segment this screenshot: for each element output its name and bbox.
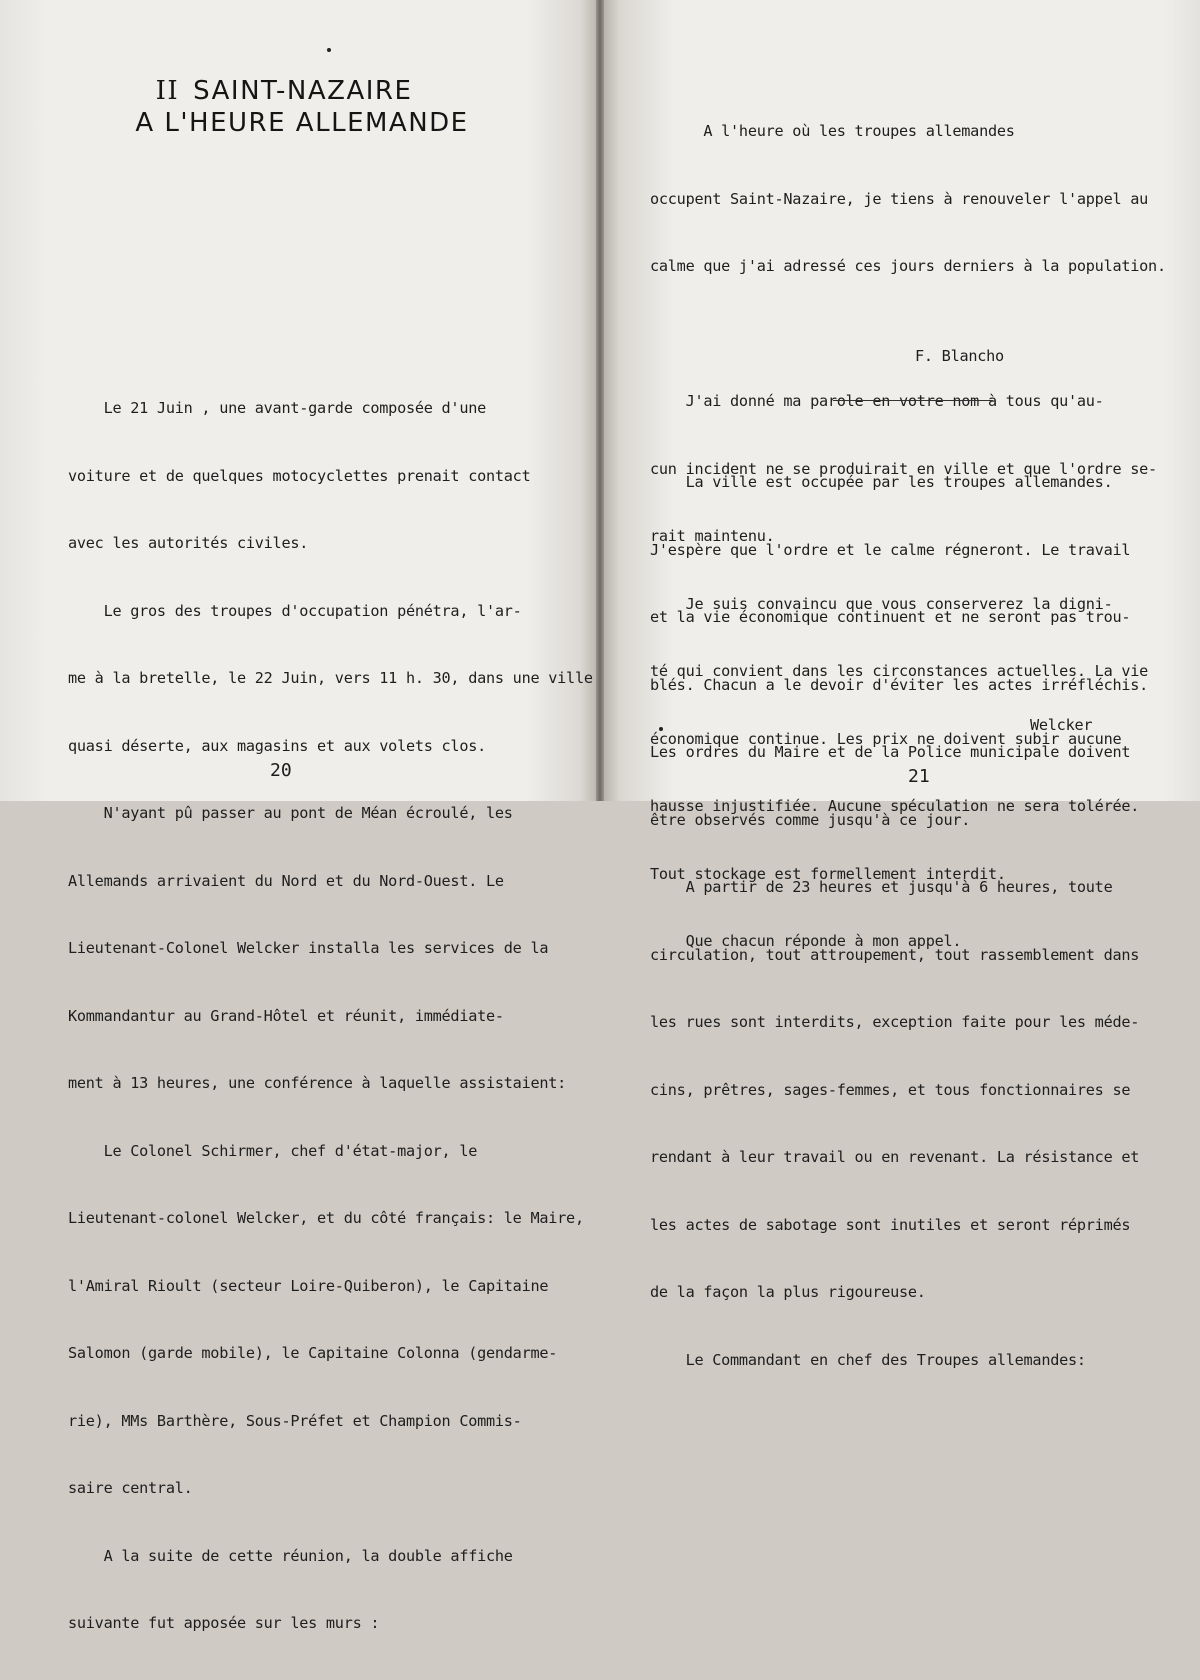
text-line: calme que j'ai adressé ces jours derniers à la population.: [650, 257, 1166, 275]
text-line: saire central.: [68, 1479, 193, 1497]
text-line: rendant à leur travail ou en revenant. La résistance et: [650, 1148, 1140, 1166]
section-divider: [833, 400, 993, 401]
chapter-numeral: II: [155, 76, 180, 106]
text-line: occupent Saint-Nazaire, je tiens à renouveler l'appel au: [650, 189, 1149, 208]
text-line: té qui convient dans les circonstances actuelles. La vie: [650, 662, 1149, 680]
text-line: suivante fut apposée sur les murs :: [68, 1614, 380, 1632]
chapter-title-line1: [0, 76, 598, 106]
text-line: Que chacun réponde à mon appel.: [650, 932, 962, 950]
text-line: de la façon la plus rigoureuse.: [650, 1283, 926, 1301]
text-line: quasi déserte, aux magasins et aux volets clos.: [68, 736, 487, 755]
text-line: les actes de sabotage sont inutiles et seront réprimés: [650, 1215, 1131, 1234]
text-line: Le Colonel Schirmer, chef d'état-major, le: [68, 1141, 478, 1160]
commander-notice-text: [650, 426, 1148, 1416]
text-line: Kommandantur au Grand-Hôtel et réunit, immédiate-: [68, 1006, 504, 1025]
text-line: Les ordres du Maire et de la Police municipale doivent: [650, 743, 1131, 761]
text-line: Lieutenant-Colonel Welcker installa les services de la: [68, 939, 549, 957]
text-line: Le 21 Juin , une avant-garde composée d'une: [68, 399, 487, 417]
text-line: circulation, tout attroupement, tout rassemblement dans: [650, 945, 1140, 964]
text-line: A partir de 23 heures et jusqu'à 6 heures, toute: [650, 878, 1113, 896]
text-line: J'ai donné ma parole en votre nom à tous qu'au-: [650, 392, 1104, 410]
mayor-signature: F. Blancho: [915, 347, 1004, 365]
text-line: J'espère que l'ordre et le calme régneront. Le travail: [650, 540, 1131, 559]
text-line: Lieutenant-colonel Welcker, et du côté français: le Maire,: [68, 1209, 584, 1227]
text-line: La ville est occupée par les troupes allemandes.: [650, 473, 1113, 491]
text-line: hausse injustifiée. Aucune spéculation ne sera tolérée.: [650, 797, 1140, 815]
text-line: N'ayant pû passer au pont de Méan écroulé, les: [68, 804, 513, 822]
text-line: Je suis convaincu que vous conserverez la digni-: [650, 594, 1113, 613]
text-line: les rues sont interdits, exception faite pour les méde-: [650, 1013, 1140, 1031]
text-line: économique continue. Les prix ne doivent subir aucune: [650, 729, 1122, 748]
left-body-text: [68, 352, 593, 1680]
text-line: A la suite de cette réunion, la double affiche: [68, 1546, 513, 1565]
text-line: voiture et de quelques motocyclettes prenait contact: [68, 466, 531, 485]
text-line: rie), MMs Barthère, Sous-Préfet et Champion Commis-: [68, 1411, 522, 1430]
text-line: me à la bretelle, le 22 Juin, vers 11 h. 30, dans une ville: [68, 669, 593, 687]
text-line: et la vie économique continuent et ne seront pas trou-: [650, 608, 1131, 626]
text-line: blés. Chacun a le devoir d'éviter les actes irréfléchis.: [650, 675, 1149, 694]
text-line: cins, prêtres, sages-femmes, et tous fonctionnaires se: [650, 1080, 1131, 1099]
text-line: Tout stockage est formellement interdit.: [650, 864, 1006, 883]
page-number-left: 20: [270, 760, 292, 781]
chapter-title-main: SAINT-NAZAIRE: [193, 76, 413, 106]
text-line: A l'heure où les troupes allemandes: [650, 122, 1015, 140]
text-line: Le Commandant en chef des Troupes allemandes:: [650, 1350, 1086, 1369]
commander-signature: Welcker: [1030, 716, 1093, 734]
text-line: l'Amiral Rioult (secteur Loire-Quiberon), le Capitaine: [68, 1276, 549, 1295]
text-line: être observés comme jusqu'à ce jour.: [650, 810, 971, 829]
chapter-title-line2: A L'HEURE ALLEMANDE: [135, 108, 469, 138]
text-line: Le gros des troupes d'occupation pénétra, l'ar-: [68, 601, 522, 620]
text-line: [650, 323, 1166, 346]
text-line: Allemands arrivaient du Nord et du Nord-Ouest. Le: [68, 871, 504, 890]
text-line: cun incident ne se produirait en ville et que l'ordre se-: [650, 459, 1157, 478]
ink-speck: [327, 48, 331, 52]
text-line: ment à 13 heures, une conférence à laquelle assistaient:: [68, 1074, 567, 1092]
text-line: avec les autorités civiles.: [68, 534, 309, 552]
text-line: Salomon (garde mobile), le Capitaine Colonna (gendarme-: [68, 1344, 558, 1362]
page-number-right: 21: [908, 766, 930, 787]
text-line: rait maintenu.: [650, 527, 775, 545]
